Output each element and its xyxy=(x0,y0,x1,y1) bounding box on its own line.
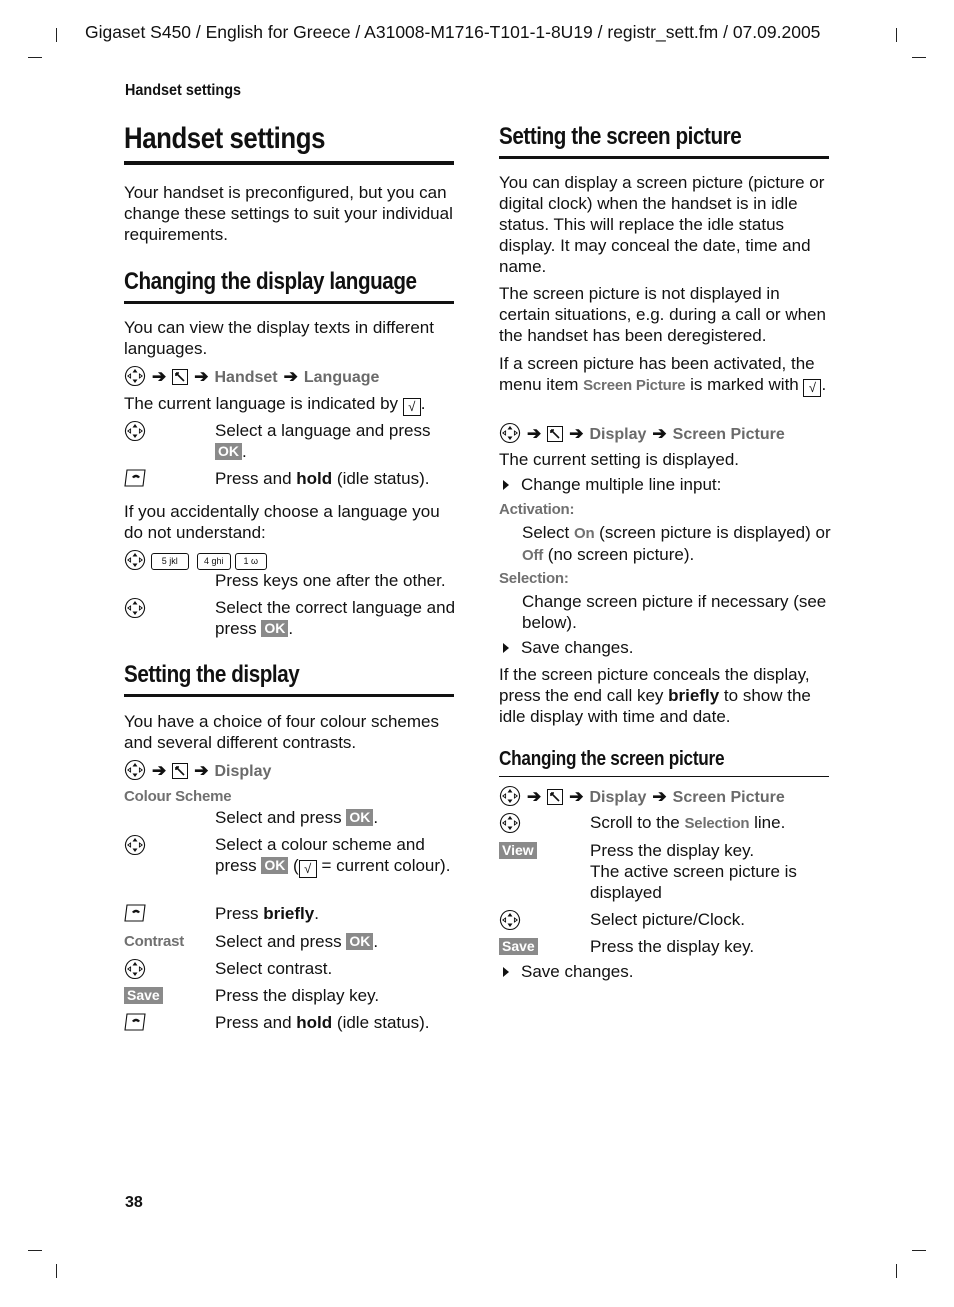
menu-item-display: Display xyxy=(214,763,272,780)
menu-item-screen-picture: Screen Picture xyxy=(672,426,785,443)
key-sequence xyxy=(124,549,271,571)
crop-mark xyxy=(56,1264,57,1278)
save-key-label: Save xyxy=(124,987,163,1004)
screen-picture-menu-path: ➔ ➔ Display ➔ Screen Picture xyxy=(499,422,785,445)
document-header: Gigaset S450 / English for Greece / A31008-M1716-T101-1-8U19 / registr_sett.fm / 07.09.2005 xyxy=(85,22,821,42)
view-key-label: View xyxy=(499,842,537,859)
section-heading-screen-picture: Setting the screen picture xyxy=(499,123,829,159)
save-key-label: Save xyxy=(499,938,538,955)
current-setting-text: The current setting is displayed. xyxy=(499,450,740,469)
crop-mark xyxy=(912,1250,926,1251)
ok-key-label: OK xyxy=(261,857,288,874)
ok-key-label: OK xyxy=(346,933,373,950)
section-heading-language: Changing the display language xyxy=(124,268,454,304)
end-call-key-icon xyxy=(124,1012,148,1032)
bullet-change-input: Change multiple line input: xyxy=(499,474,721,495)
navigation-key-icon xyxy=(499,812,521,834)
settings-menu-icon xyxy=(547,426,563,442)
settings-menu-icon xyxy=(172,763,188,779)
left-column: Handset settings Your handset is preconfigured, but you can change these settings to suit your individual requirements. Changing the display language You can view the display texts in different languages. ➔ ➔ Handset ➔ Language The current language is indicated by √ . Select a language and press OK . Press and hold (idle status). If you accidentally choose a language you do not understand: 5 jkl 4 ghi 1 ω Press keys one after the other. Select the correct language and press OK . Setting the display You have a choice of four colour schemes and several different contrasts. ➔ ➔ Display Colour Scheme Select and press OK . Select a colour scheme and press OK ( √ = current colour). Press briefly. Contrast Select and press OK . Select contrast. Save Press the display key. Press and hold (idle status). xyxy=(124,122,456,1032)
display-intro: You have a choice of four colour schemes and several different contrasts. xyxy=(124,712,440,752)
navigation-key-icon xyxy=(124,834,146,856)
screen-picture-p2: The screen picture is not displayed in certain situations, e.g. during a call or when the handset has been deregistered. xyxy=(499,284,826,345)
crop-mark xyxy=(56,28,57,42)
end-call-key-icon xyxy=(124,903,148,923)
display-menu-path: ➔ ➔ Display xyxy=(124,759,271,782)
change-menu-path: ➔ ➔ Display ➔ Screen Picture xyxy=(499,785,785,808)
running-head: Handset settings xyxy=(125,82,242,99)
menu-item-display: Display xyxy=(589,789,647,806)
key-5-icon: 5 jkl xyxy=(151,553,189,570)
screen-picture-p3: If a screen picture has been activated, the menu item Screen Picture is marked with √ . xyxy=(499,354,827,395)
current-language-text: The current language is indicated by √ . xyxy=(124,394,426,414)
crop-mark xyxy=(912,57,926,58)
screen-picture-p4: If the screen picture conceals the display, press the end call key briefly to show the idle display with time and date. xyxy=(499,665,811,726)
bullet-save-changes-final: Save changes. xyxy=(499,961,633,982)
ok-key-label: OK xyxy=(346,809,373,826)
language-menu-path: ➔ ➔ Handset ➔ Language xyxy=(124,365,379,388)
menu-item-language: Language xyxy=(303,369,380,386)
screen-picture-p1: You can display a screen picture (picture or digital clock) when the handset is in idle status. This will replace the idle status display. It may conceal the date, time and name. xyxy=(499,173,825,276)
activation-text: Select On (screen picture is displayed) or Off (no screen picture). xyxy=(522,523,831,564)
crop-mark xyxy=(28,57,42,58)
end-call-key-icon xyxy=(124,468,148,488)
navigation-key-icon xyxy=(124,759,146,781)
selection-label: Selection: xyxy=(499,570,569,587)
crop-mark xyxy=(896,28,897,42)
navigation-key-icon xyxy=(124,549,146,571)
checkmark-icon: √ xyxy=(803,379,821,397)
navigation-key-icon xyxy=(499,785,521,807)
navigation-key-icon xyxy=(124,958,146,980)
navigation-key-icon xyxy=(124,420,146,442)
activation-label: Activation: xyxy=(499,501,575,518)
navigation-key-icon xyxy=(499,909,521,931)
key-1-icon: 1 ω xyxy=(235,553,267,570)
checkmark-icon: √ xyxy=(299,860,317,878)
navigation-key-icon xyxy=(124,597,146,619)
crop-mark xyxy=(28,1250,42,1251)
right-column: Setting the screen picture You can display a screen picture (picture or digital clock) when the handset is in idle status. This will replace the idle status display. It may conceal the date, time and name. The screen picture is not displayed in certain situations, e.g. during a call or when the handset has been deregistered. If a screen picture has been activated, the menu item Screen Picture is marked with √ . ➔ ➔ Display ➔ Screen Picture The current setting is displayed. Change multiple line input: Activation: Select On (screen picture is displayed) or Off (no screen picture). Selection: Change screen picture if necessary (see below). Save changes. If the screen picture conceals the display, press the end call key briefly to show the idle display with time and date. Changing the screen picture ➔ ➔ Display ➔ Screen Picture Scroll to the Selection line. View Press the display key. The active screen picture is displayed Select picture/Clock. Save Press the display key. Save changes. xyxy=(499,123,831,981)
intro-text: Your handset is preconfigured, but you can change these settings to suit your individual requirements. xyxy=(124,183,453,244)
navigation-key-icon xyxy=(499,422,521,444)
page-title: Handset settings xyxy=(124,122,454,165)
ok-key-label: OK xyxy=(261,620,288,637)
section-heading-display: Setting the display xyxy=(124,661,454,697)
crop-mark xyxy=(896,1264,897,1278)
menu-item-handset: Handset xyxy=(214,369,278,386)
key-4-icon: 4 ghi xyxy=(197,553,231,570)
menu-item-screen-picture: Screen Picture xyxy=(672,789,785,806)
ok-key-label: OK xyxy=(215,443,242,460)
menu-item-display: Display xyxy=(589,426,647,443)
checkmark-icon: √ xyxy=(403,398,421,416)
page-number: 38 xyxy=(125,1194,143,1211)
settings-menu-icon xyxy=(172,369,188,385)
settings-menu-icon xyxy=(547,789,563,805)
bullet-save-changes: Save changes. xyxy=(499,637,633,658)
subheading-changing-screen-picture: Changing the screen picture xyxy=(499,748,829,777)
selection-text: Change screen picture if necessary (see below). xyxy=(522,592,827,632)
language-intro: You can view the display texts in different languages. xyxy=(124,318,434,358)
navigation-key-icon xyxy=(124,365,146,387)
accident-text: If you accidentally choose a language you do not understand: xyxy=(124,502,440,542)
